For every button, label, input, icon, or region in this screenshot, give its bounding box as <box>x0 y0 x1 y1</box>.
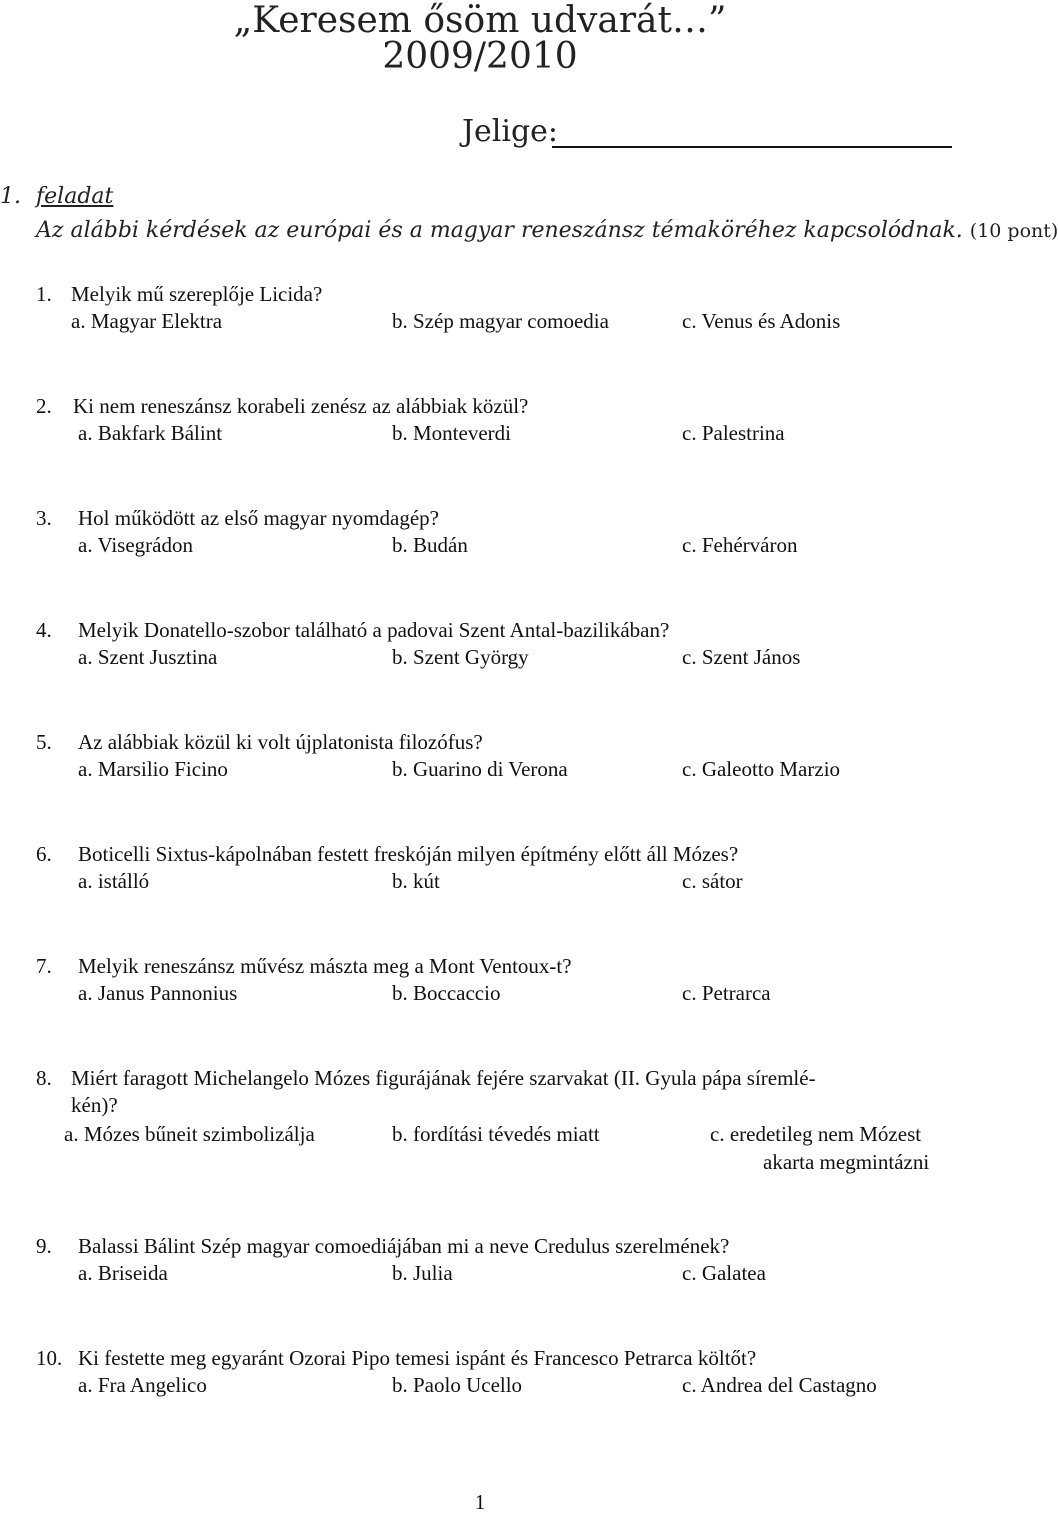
answer-c: c. Andrea del Castagno <box>682 1373 877 1397</box>
question-text: Balassi Bálint Szép magyar comoediájában mi a neve Credulus szerelmének? <box>78 1234 730 1258</box>
answer-c: c. Venus és Adonis <box>682 309 841 333</box>
answer-a: a. Szent Jusztina <box>78 645 218 669</box>
answer-c: c. Petrarca <box>682 981 771 1005</box>
answer-b: b. Monteverdi <box>392 421 511 445</box>
answer-b: b. Guarino di Verona <box>392 757 568 781</box>
task-description-text: Az alábbi kérdések az európai és a magyar reneszánsz témaköréhez kapcsolódnak. <box>36 218 963 243</box>
answer-c: c. Palestrina <box>682 421 785 445</box>
question-number: 3. <box>36 506 52 530</box>
answer-b: b. fordítási tévedés miatt <box>392 1122 600 1146</box>
answer-c: c. Fehérváron <box>682 533 798 557</box>
answer-c: c. Galeotto Marzio <box>682 757 841 781</box>
answer-b: b. Paolo Ucello <box>392 1373 523 1397</box>
question-number: 7. <box>36 954 52 978</box>
answer-c: c. eredetileg nem Mózest <box>710 1122 922 1146</box>
jelige-label: Jelige: <box>462 114 559 149</box>
answer-a: a. Fra Angelico <box>78 1373 207 1397</box>
answer-a: a. Magyar Elektra <box>71 309 223 333</box>
answer-c: c. sátor <box>682 869 743 893</box>
question-number: 10. <box>36 1346 63 1370</box>
answer-c: c. Galatea <box>682 1261 766 1285</box>
answer-b: b. Julia <box>392 1261 453 1285</box>
answer-b: b. Szent György <box>392 645 529 669</box>
task-description <box>36 218 1058 243</box>
answer-a: a. Janus Pannonius <box>78 981 238 1005</box>
jelige-blank-line <box>552 146 952 148</box>
answer-a: a. Mózes bűneit szimbolizálja <box>64 1122 315 1146</box>
question-number: 4. <box>36 618 52 642</box>
document-title: „Keresem ősöm udvarát…” <box>233 0 727 41</box>
answer-a: a. Visegrádon <box>78 533 193 557</box>
school-year: 2009/2010 <box>382 36 578 77</box>
answer-c: c. Szent János <box>682 645 801 669</box>
question-text: Hol működött az első magyar nyomdagép? <box>78 506 439 530</box>
question-number: 9. <box>36 1234 52 1258</box>
answer-b: b. kút <box>392 869 440 893</box>
question-number: 1. <box>36 282 52 306</box>
answer-b: b. Budán <box>392 533 468 557</box>
question-number: 5. <box>36 730 52 754</box>
question-text: Ki nem reneszánsz korabeli zenész az alábbiak közül? <box>73 394 529 418</box>
task-points: (10 pont) <box>969 220 1058 242</box>
page-number: 1 <box>474 1490 486 1514</box>
question-number: 6. <box>36 842 52 866</box>
answer-b: b. Szép magyar comoedia <box>392 309 609 333</box>
question-number: 2. <box>36 394 52 418</box>
question-text-continued: kén)? <box>71 1093 118 1117</box>
question-text: Az alábbiak közül ki volt újplatonista filozófus? <box>78 730 483 754</box>
task-number: 1. <box>0 184 21 209</box>
answer-c-continued: akarta megmintázni <box>763 1150 930 1174</box>
answer-b: b. Boccaccio <box>392 981 501 1005</box>
answer-a: a. Bakfark Bálint <box>78 421 223 445</box>
question-number: 8. <box>36 1066 52 1090</box>
answer-a: a. Marsilio Ficino <box>78 757 228 781</box>
answer-a: a. Briseida <box>78 1261 168 1285</box>
question-text: Miért faragott Michelangelo Mózes figurájának fejére szarvakat (II. Gyula pápa síremlé- <box>71 1066 816 1090</box>
question-text: Melyik Donatello-szobor található a padovai Szent Antal-bazilikában? <box>78 618 670 642</box>
answer-a: a. istálló <box>78 869 150 893</box>
question-text: Melyik reneszánsz művész mászta meg a Mont Ventoux-t? <box>78 954 572 978</box>
task-heading: feladat <box>36 184 114 209</box>
question-text: Ki festette meg egyaránt Ozorai Pipo temesi ispánt és Francesco Petrarca költőt? <box>78 1346 757 1370</box>
question-text: Melyik mű szereplője Licida? <box>71 282 323 306</box>
question-text: Boticelli Sixtus-kápolnában festett freskóján milyen építmény előtt áll Mózes? <box>78 842 739 866</box>
